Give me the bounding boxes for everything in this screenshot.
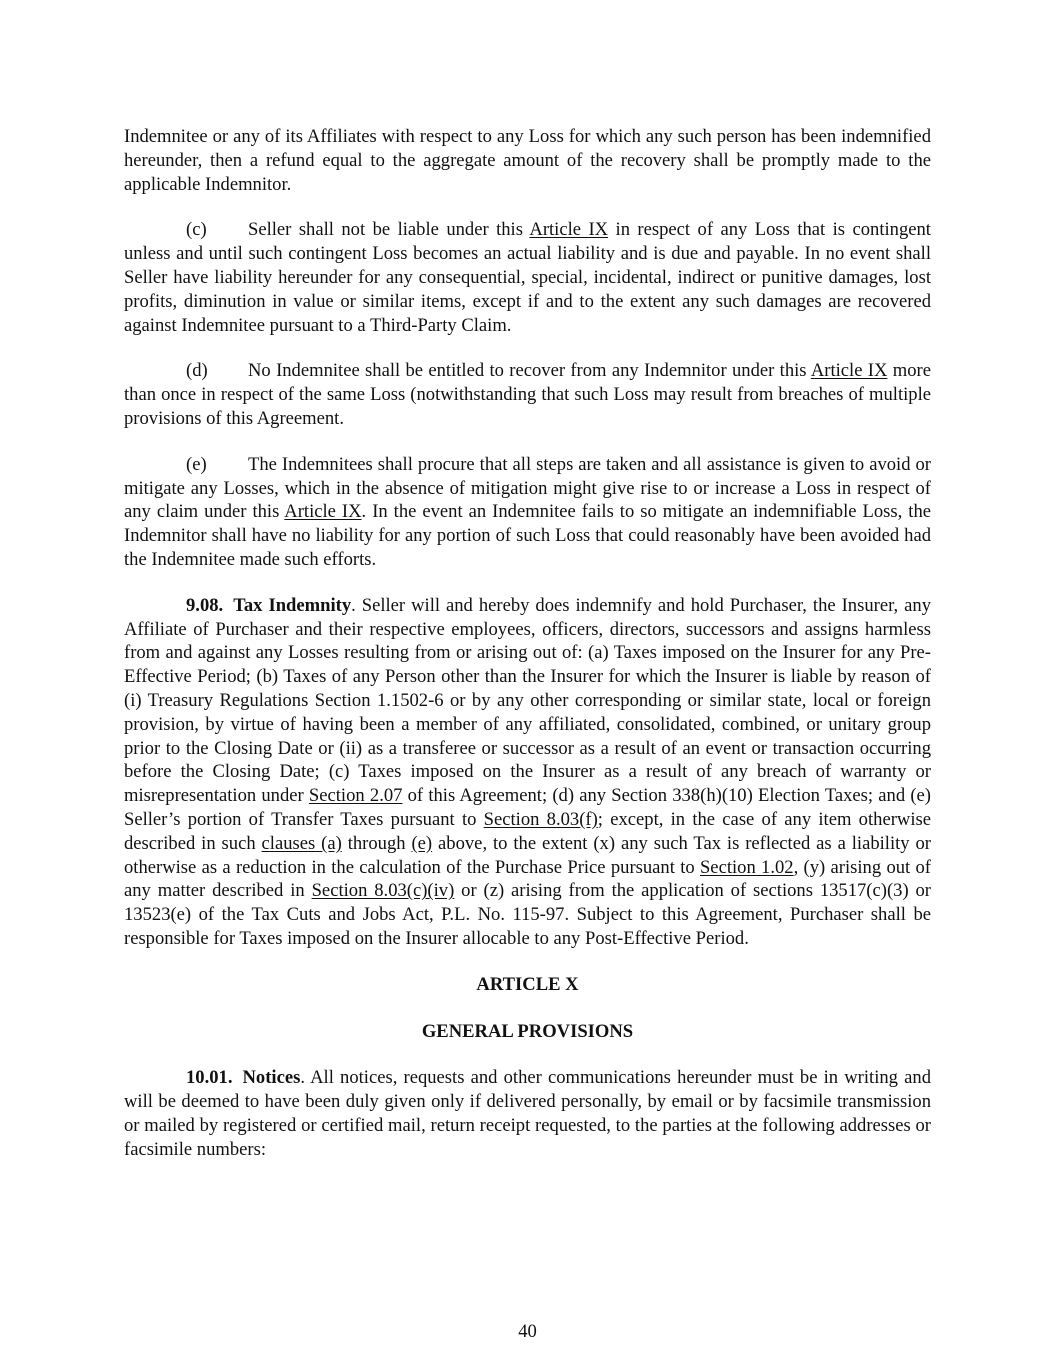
section-9-08-title: Tax Indemnity [233,594,352,616]
paragraph-e-label: (e) [186,453,207,475]
section-10-01-title: Notices [242,1067,301,1089]
paragraph-d: (d) No Indemnitee shall be entitled to recover from any Indemnitor under this Article IX more than once in respect of the same Loss (notwithstanding that such Loss may result from breaches of multiple provisions of this Agreement. [124,360,931,429]
article-ix-reference[interactable]: Article IX [284,501,362,523]
section-9-08: 9.08. Tax Indemnity. Seller will and hereby does indemnify and hold Purchaser, the Insurer, any Affiliate of Purchaser and their respective employees, officers, directors, successors and assigns harmless from and against any Losses resulting from or arising out of: (a) Taxes imposed on the Insurer for any Pre-Effective Period; (b) Taxes of any Person other than the Insurer for which the Insurer is liable by reason of (i) Treasury Regulations Section 1.1502-6 or by any other corresponding or similar state, local or foreign provision, by virtue of having been a member of any affiliated, consolidated, combined, or unitary group prior to the Closing Date or (ii) as a transferee or successor as a result of an event or transaction occurring before the Closing Date; (c) Taxes imposed on the Insurer as a result of any breach of warranty or misrepresentation under Section 2.07 of this Agreement; (d) any Section 338(h)(10) Election Taxes; and (e) Seller’s portion of Transfer Taxes pursuant to Section 8.03(f); except, in the case of any item otherwise described in such clauses (a) through (e) above, to the extent (x) any such Tax is reflected as a liability or otherwise as a reduction in the calculation of the Purchase Price pursuant to Section 1.02, (y) arising out of any matter described in Section 8.03(c)(iv) or (z) arising from the application of sections 13517(c)(3) or 13523(e) of the Tax Cuts and Jobs Act, P.L. No. 115-97. Subject to this Agreement, Purchaser shall be responsible for Taxes imposed on the Insurer allocable to any Post-Effective Period. [124,594,932,949]
paragraph-c-label: (c) [186,219,207,241]
section-8-03-c-iv-reference[interactable]: Section 8.03(c)(iv) [311,880,455,902]
paragraph-e: (e) The Indemnitees shall procure that all steps are taken and all assistance is given to avoid or mitigate any Losses, which in the absence of mitigation might give rise to or increase a Loss in respect of any claim under this Article IX. In the event an Indemnitee fails to so mitigate an indemnifiable Loss, the Indemnitor shall have no liability for any portion of such Loss that could reasonably have been avoided had the Indemnitee made such efforts. [124,453,931,570]
section-2-07-reference[interactable]: Section 2.07 [308,785,403,807]
section-8-03-f-reference[interactable]: Section 8.03(f) [483,808,598,830]
article-heading: ARTICLE X [476,973,579,995]
paragraph-c: (c) Seller shall not be liable under this Article IX in respect of any Loss that is contingent unless and until such contingent Loss becomes an actual liability and is due and payable. In no event shall Seller have liability hereunder for any consequential, special, incidental, indirect or punitive damages, lost profits, diminution in value or similar items, except if and to the extent any such damages are recovered against Indemnitee pursuant to a Third-Party Claim. [124,219,931,336]
section-1-02-reference[interactable]: Section 1.02 [699,856,794,878]
section-9-08-number: 9.08. [186,594,224,616]
article-ix-reference[interactable]: Article IX [529,219,609,241]
paragraph-d-label: (d) [186,360,208,382]
clause-e-reference[interactable]: (e) [411,832,433,854]
page-number: 40 [518,1321,537,1342]
section-10-01-number: 10.01. [186,1067,233,1089]
section-10-01: 10.01. Notices. All notices, requests and other communications hereunder must be in writing and will be deemed to have been duly given only if delivered personally, by email or by facsimile transmission or mailed by registered or certified mail, return receipt requested, to the parties at the following addresses or facsimile numbers: [124,1067,931,1160]
article-ix-reference[interactable]: Article IX [810,360,888,382]
article-title: GENERAL PROVISIONS [421,1020,634,1042]
continuation-paragraph: Indemnitee or any of its Affiliates with respect to any Loss for which any such person has been indemnified hereunder, then a refund equal to the aggregate amount of the recovery shall be promptly made to the applicable Indemnitor. [124,126,931,195]
clauses-a-reference[interactable]: clauses (a) [261,832,342,854]
document-page [124,125,931,1183]
